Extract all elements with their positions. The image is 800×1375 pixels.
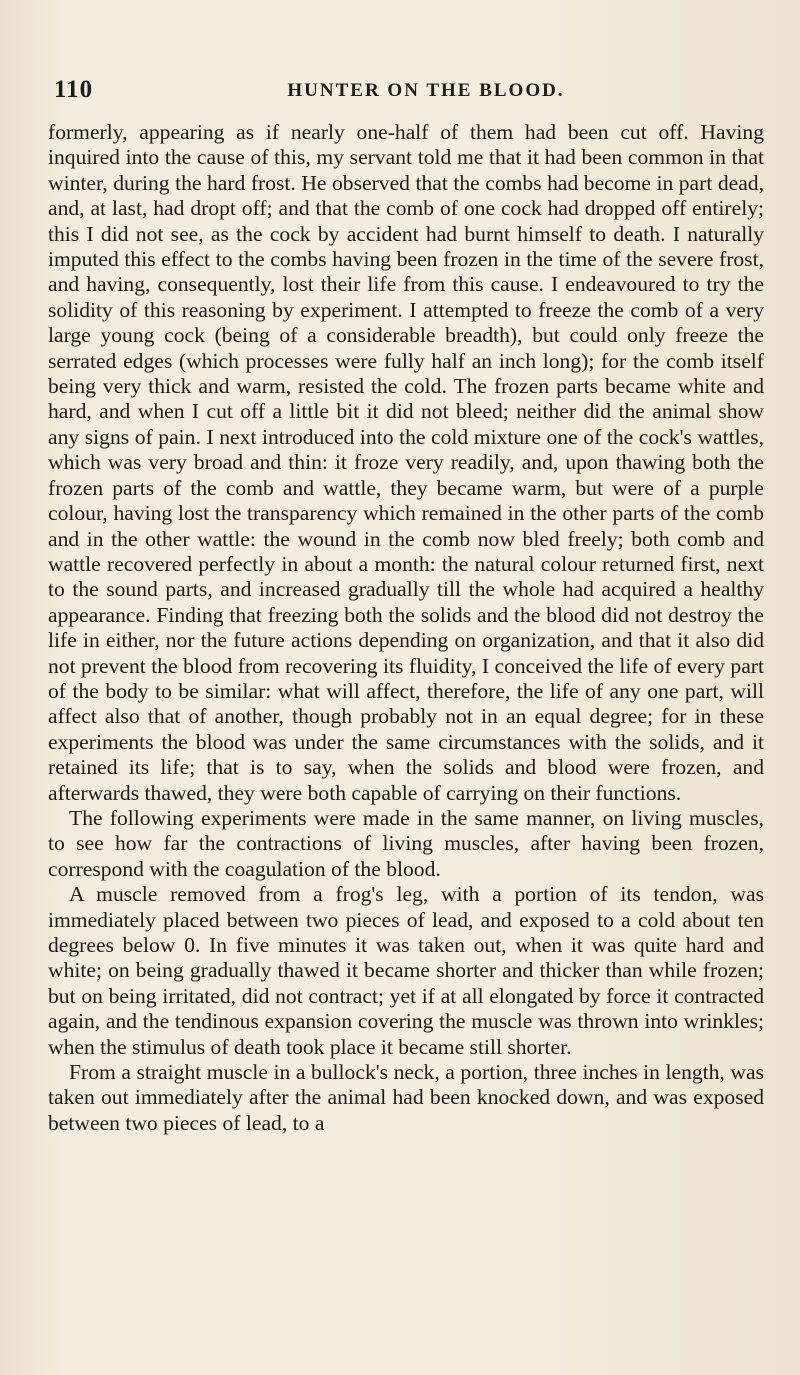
paragraph: From a straight muscle in a bullock's neck, a portion, three inches in length, was taken out immediately after the animal had been knocked down, and was exposed between two pieces of lead, to a: [48, 1060, 764, 1135]
body-text: [48, 120, 764, 1136]
paragraph: The following experiments were made in the same manner, on living muscles, to see how far the contractions of living muscles, after having been frozen, correspond with the coagulation of the blood.: [48, 805, 764, 881]
page-number: 110: [54, 76, 94, 103]
page-header: [48, 72, 764, 112]
paragraph-continuation: formerly, appearing as if nearly one-half of them had been cut off. Having inquired into the cause of this, my servant told me that it had been common in that winter, during the hard frost. He observed that the combs had become in part dead, and, at last, had dropt off; and that the comb of one cock had dropped off entirely; this I did not see, as the cock by accident had burnt himself to death. I naturally imputed this effect to the combs having been frozen in the time of the severe frost, and having, consequently, lost their life from this cause. I endeavoured to try the solidity of this reasoning by experiment. I attempted to freeze the comb of a very large young cock (being of a considerable breadth), but could only freeze the serrated edges (which processes were fully half an inch long); for the comb itself being very thick and warm, resisted the cold. The frozen parts became white and hard, and when I cut off a little bit it did not bleed; neither did the animal show any signs of pain. I next introduced into the cold mixture one of the cock's wattles, which was very broad and thin: it froze very readily, and, upon thawing both the frozen parts of the comb and wattle, they became warm, but were of a purple colour, having lost the transparency which remained in the other parts of the comb and in the other wattle: the wound in the comb now bled freely; both comb and wattle recovered perfectly in about a month: the natural colour returned first, next to the sound parts, and increased gradually till the whole had acquired a healthy appearance. Finding that freezing both the solids and the blood did not destroy the life in either, nor the future actions depending on organization, and that it also did not prevent the blood from recovering its fluidity, I conceived the life of every part of the body to be similar: what will affect, therefore, the life of any one part, will affect also that of another, though probably not in an equal degree; for in these experiments the blood was under the same circumstances with the solids, and it retained its life; that is to say, when the solids and blood were frozen, and afterwards thawed, they were both capable of carrying on their functions.: [48, 120, 764, 805]
paragraph: A muscle removed from a frog's leg, with a portion of its tendon, was immediately placed between two pieces of lead, and exposed to a cold about ten degrees below 0. In five minutes it was taken out, when it was quite hard and white; on being gradually thawed it became shorter and thicker than while frozen; but on being irritated, did not contract; yet if at all elongated by force it contracted again, and the tendinous expansion covering the muscle was thrown into wrinkles; when the stimulus of death took place it became still shorter.: [48, 882, 764, 1059]
running-title: HUNTER ON THE BLOOD.: [287, 80, 565, 101]
